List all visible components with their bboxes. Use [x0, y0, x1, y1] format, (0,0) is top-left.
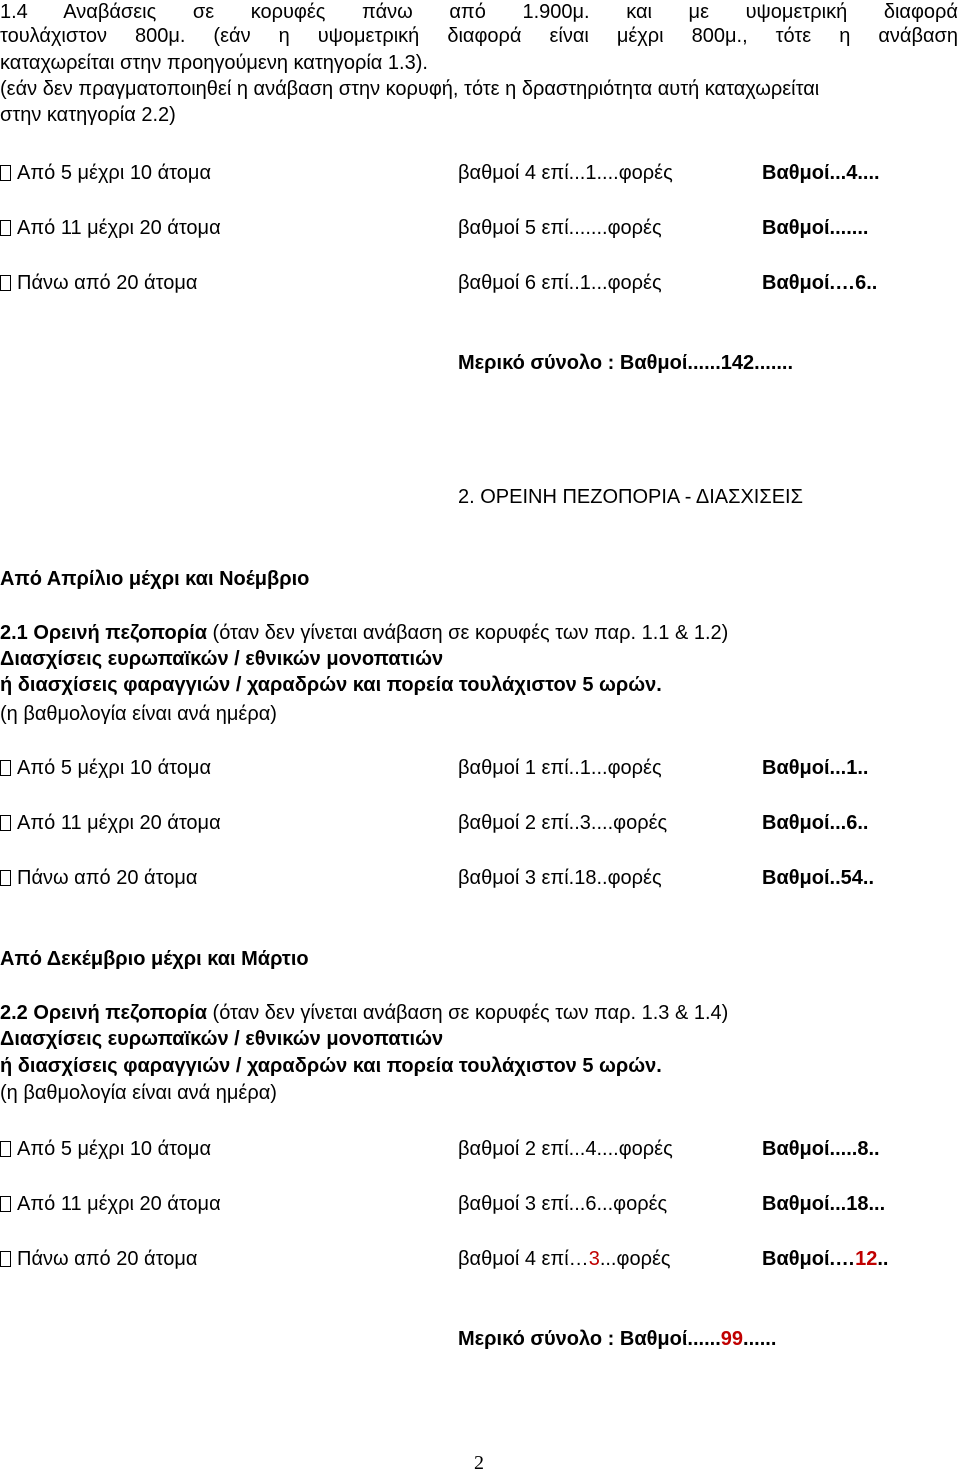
intro-line-2 — [0, 24, 958, 48]
s22-row-3-mult: βαθμοί 4 επί…3...φορές — [458, 1248, 671, 1270]
item-2-1-note: (όταν δεν γίνεται ανάβαση σε κορυφές των παρ. 1.1 & 1.2) — [206, 622, 729, 644]
s1-row-1-label: Από 5 μέχρι 10 άτομα — [0, 161, 211, 185]
bullet-box-icon — [0, 220, 11, 236]
bullet-box-icon — [0, 815, 11, 831]
intro-title-2: τουλάχιστον 800μ. — [0, 25, 186, 47]
s1-row-1-mult: βαθμοί 4 επί...1....φορές — [458, 162, 673, 184]
intro-line-5: στην κατηγορία 2.2) — [0, 104, 176, 126]
period-1-heading: Από Απρίλιο μέχρι και Νοέμβριο — [0, 568, 310, 590]
s22-row-2-points: Βαθμοί...18... — [762, 1193, 886, 1215]
item-2-2-line-2: Διασχίσεις ευρωπαϊκών / εθνικών μονοπατιών — [0, 1028, 444, 1050]
item-2-2-line-3: ή διασχίσεις φαραγγιών / χαραδρών και πορεία τουλάχιστον 5 ωρών. — [0, 1055, 662, 1077]
bullet-box-icon — [0, 760, 11, 776]
s22-row-1-points: Βαθμοί.....8.. — [762, 1138, 880, 1160]
highlight-value: 3 — [588, 1248, 600, 1270]
s22-row-3-label: Πάνω από 20 άτομα — [0, 1247, 197, 1271]
item-2-1-line-1 — [0, 621, 728, 645]
highlight-value: 99 — [720, 1328, 744, 1350]
s21-row-1-label: Από 5 μέχρι 10 άτομα — [0, 756, 211, 780]
intro-line-1 — [0, 0, 958, 24]
s22-row-2-mult: βαθμοί 3 επί...6...φορές — [458, 1193, 668, 1215]
page-number: 2 — [474, 1452, 484, 1474]
intro-line-2-rest: (εάν η υψομετρική διαφορά είναι μέχρι 800μ., τότε η ανάβαση — [185, 25, 958, 47]
bullet-box-icon — [0, 1141, 11, 1157]
s1-row-2-points: Βαθμοί....... — [762, 217, 869, 239]
s1-row-3-points: Βαθμοί.…6.. — [762, 272, 878, 294]
s21-row-2-label: Από 11 μέχρι 20 άτομα — [0, 811, 221, 835]
subtotal-1: Μερικό σύνολο : Βαθμοί......142....... — [458, 352, 794, 374]
s21-row-1-mult: βαθμοί 1 επί..1...φορές — [458, 757, 662, 779]
s22-row-1-label: Από 5 μέχρι 10 άτομα — [0, 1137, 211, 1161]
item-2-1-line-4: (η βαθμολογία είναι ανά ημέρα) — [0, 703, 277, 725]
bullet-box-icon — [0, 870, 11, 886]
bullet-box-icon — [0, 165, 11, 181]
s21-row-3-points: Βαθμοί..54.. — [762, 867, 875, 889]
s21-row-1-points: Βαθμοί...1.. — [762, 757, 869, 779]
bullet-box-icon — [0, 1251, 11, 1267]
highlight-value: 12 — [855, 1248, 878, 1270]
s22-row-1-mult: βαθμοί 2 επί...4....φορές — [458, 1138, 673, 1160]
item-2-1-title: 2.1 Ορεινή πεζοπορία — [0, 622, 207, 644]
item-2-1-line-3: ή διασχίσεις φαραγγιών / χαραδρών και πορεία τουλάχιστον 5 ωρών. — [0, 674, 662, 696]
s1-row-1-points: Βαθμοί...4.... — [762, 162, 880, 184]
s21-row-3-mult: βαθμοί 3 επί.18..φορές — [458, 867, 662, 889]
item-2-1-line-2: Διασχίσεις ευρωπαϊκών / εθνικών μονοπατιών — [0, 648, 444, 670]
s21-row-3-label: Πάνω από 20 άτομα — [0, 866, 197, 890]
s1-row-3-mult: βαθμοί 6 επί..1...φορές — [458, 272, 662, 294]
section-2-heading: 2. ΟΡΕΙΝΗ ΠΕΖΟΠΟΡΙΑ - ΔΙΑΣΧΙΣΕΙΣ — [458, 486, 803, 508]
period-2-heading: Από Δεκέμβριο μέχρι και Μάρτιο — [0, 948, 309, 970]
s22-row-3-points: Βαθμοί.…12.. — [762, 1248, 889, 1270]
intro-line-4: (εάν δεν πραγματοποιηθεί η ανάβαση στην κορυφή, τότε η δραστηριότητα αυτή καταχωρείται — [0, 78, 820, 100]
s21-row-2-points: Βαθμοί...6.. — [762, 812, 869, 834]
bullet-box-icon — [0, 1196, 11, 1212]
bullet-box-icon — [0, 275, 11, 291]
s1-row-3-label: Πάνω από 20 άτομα — [0, 271, 197, 295]
s1-row-2-label: Από 11 μέχρι 20 άτομα — [0, 216, 221, 240]
item-2-2-line-1 — [0, 1001, 728, 1025]
s21-row-2-mult: βαθμοί 2 επί..3....φορές — [458, 812, 668, 834]
item-2-2-line-4: (η βαθμολογία είναι ανά ημέρα) — [0, 1082, 277, 1104]
s22-row-2-label: Από 11 μέχρι 20 άτομα — [0, 1192, 221, 1216]
subtotal-2: Μερικό σύνολο : Βαθμοί......99...... — [458, 1328, 777, 1350]
item-2-2-note: (όταν δεν γίνεται ανάβαση σε κορυφές των παρ. 1.3 & 1.4) — [206, 1002, 729, 1024]
intro-line-3: καταχωρείται στην προηγούμενη κατηγορία 1.3). — [0, 52, 428, 74]
intro-title-1: 1.4 Αναβάσεις σε κορυφές πάνω από 1.900μ. και με υψομετρική διαφορά — [0, 1, 958, 23]
item-2-2-title: 2.2 Ορεινή πεζοπορία — [0, 1002, 207, 1024]
s1-row-2-mult: βαθμοί 5 επί.......φορές — [458, 217, 662, 239]
